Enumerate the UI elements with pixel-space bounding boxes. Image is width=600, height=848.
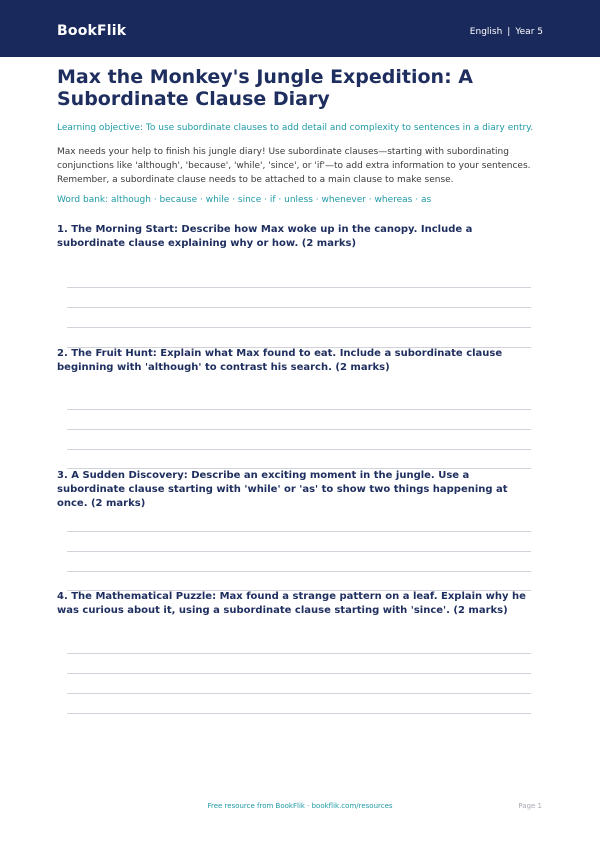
answer-line[interactable] bbox=[67, 307, 531, 308]
footer-resource-link[interactable]: Free resource from BookFlik · bookflik.com/resources bbox=[207, 802, 393, 810]
page-title: Max the Monkey's Jungle Expedition: A Subordinate Clause Diary bbox=[57, 66, 473, 110]
meta-separator: | bbox=[507, 27, 511, 37]
subject-year-label bbox=[470, 27, 543, 37]
answer-line[interactable] bbox=[67, 429, 531, 430]
question-1: 1. The Morning Start: Describe how Max woke up in the canopy. Include a subordinate clause explaining why or how. (2 marks) bbox=[57, 224, 473, 249]
header-bar bbox=[0, 0, 600, 57]
brand-logo[interactable]: BookFlik bbox=[57, 23, 127, 39]
page-number: Page 1 bbox=[518, 802, 542, 810]
answer-line[interactable] bbox=[67, 327, 531, 328]
question-2: 2. The Fruit Hunt: Explain what Max found to eat. Include a subordinate clause beginning with 'although' to contrast his search. (2 marks) bbox=[57, 348, 503, 373]
year-label: Year 5 bbox=[515, 27, 543, 37]
question-3: 3. A Sudden Discovery: Describe an exciting moment in the jungle. Use a subordinate clause starting with 'while' or 'as' to show two things happening at once. (2 marks) bbox=[57, 470, 508, 509]
answer-line[interactable] bbox=[67, 531, 531, 532]
question-4: 4. The Mathematical Puzzle: Max found a strange pattern on a leaf. Explain why he was curious about it, using a subordinate clause starting with 'since'. (2 marks) bbox=[57, 591, 526, 616]
subject-label: English bbox=[469, 27, 503, 37]
answer-line[interactable] bbox=[67, 693, 531, 694]
answer-line[interactable] bbox=[67, 551, 531, 552]
answer-line[interactable] bbox=[67, 449, 531, 450]
answer-line[interactable] bbox=[67, 409, 531, 410]
answer-line[interactable] bbox=[67, 287, 531, 288]
intro-text: Max needs your help to finish his jungle diary! Use subordinate clauses—starting with subordinating conjunctions like 'although', 'because', 'while', 'since', or 'if'—to add extra information to your sentences. Remember, a subordinate clause needs to be attached to a main clause to make sense. bbox=[57, 147, 531, 185]
answer-line[interactable] bbox=[67, 653, 531, 654]
word-bank: Word bank: although · because · while · since · if · unless · whenever · whereas · as bbox=[57, 195, 432, 205]
answer-line[interactable] bbox=[67, 713, 531, 714]
learning-objective: Learning objective: To use subordinate clauses to add detail and complexity to sentences in a diary entry. bbox=[57, 123, 534, 133]
answer-line[interactable] bbox=[67, 571, 531, 572]
answer-line[interactable] bbox=[67, 673, 531, 674]
